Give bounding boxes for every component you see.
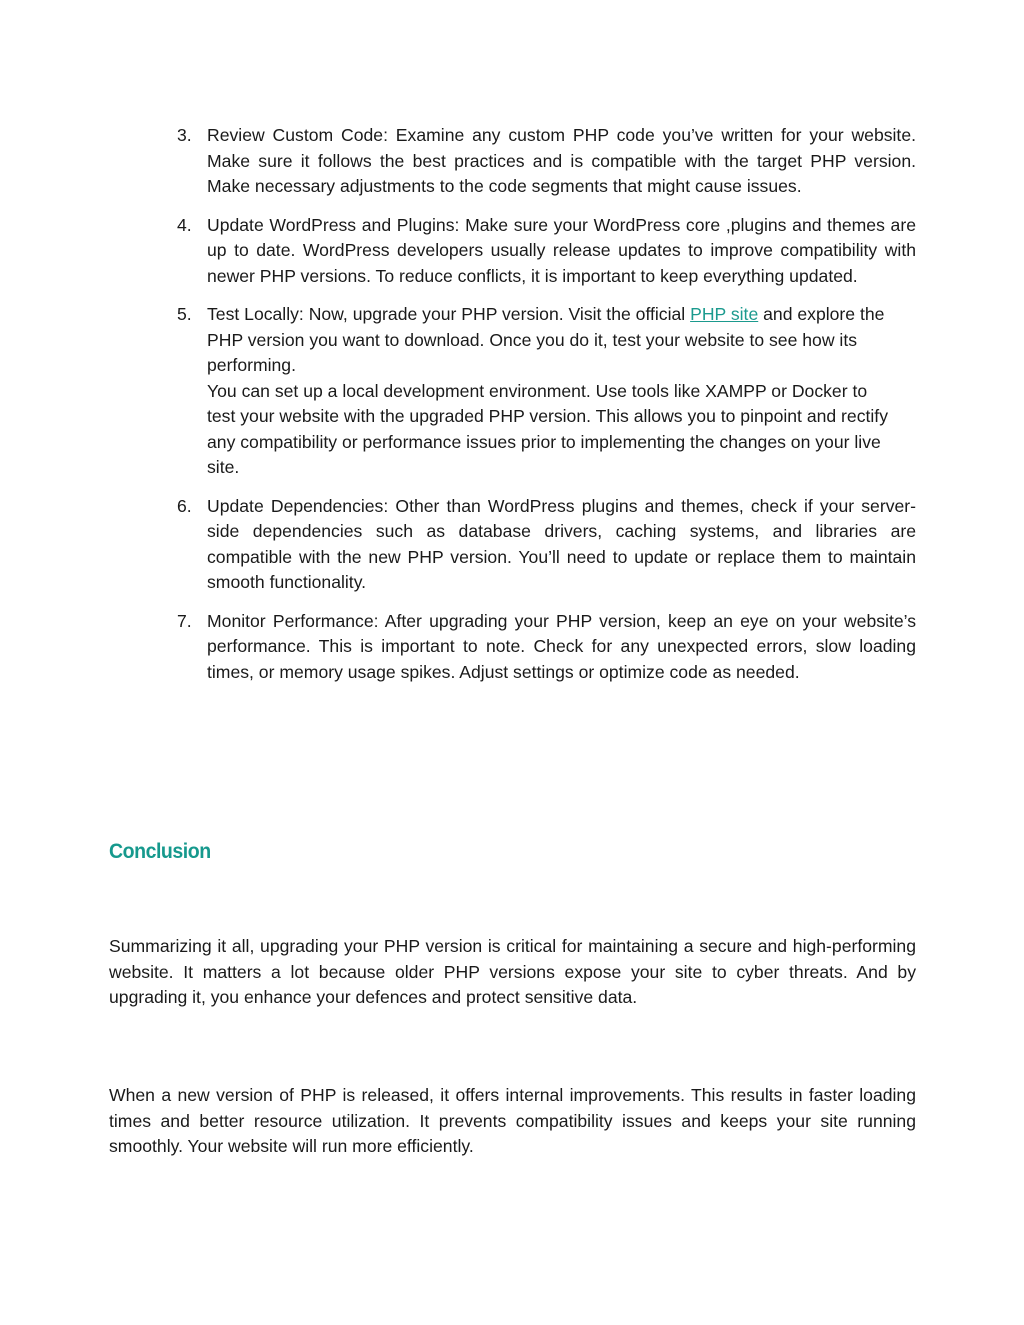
list-item bbox=[171, 302, 916, 481]
list-item-text-segment: Test Locally: Now, upgrade your PHP version. Visit the official bbox=[207, 304, 691, 324]
list-item-text: Update WordPress and Plugins: Make sure your WordPress core ,plugins and themes are up to date. WordPress developers usually release updates to improve compatibility with newer PHP versions. To reduce conflicts, it is important to keep everything updated. bbox=[207, 214, 916, 286]
conclusion-heading: Conclusion bbox=[109, 840, 211, 863]
list-item-text: Review Custom Code: Examine any custom PHP code you’ve written for your website. Make sure it follows the best practices and is compatible with the target PHP version. Make necessary adjustments to the code segments that might cause issues. bbox=[207, 125, 916, 196]
list-number: 7. bbox=[177, 610, 192, 631]
conclusion-paragraph: Summarizing it all, upgrading your PHP version is critical for maintaining a secure and high-performing website. It matters a lot because older PHP versions expose your site to cyber threats. And by upgrading it, you enhance your defences and protect sensitive data. bbox=[109, 936, 916, 1007]
list-item bbox=[171, 123, 916, 200]
list-item bbox=[171, 213, 916, 290]
list-number: 4. bbox=[177, 214, 192, 235]
php-site-link[interactable]: PHP site bbox=[690, 304, 759, 324]
list-item-text-continued: You can set up a local development environment. Use tools like XAMPP or Docker to test your website with the upgraded PHP version. This allows you to pinpoint and rectify any compatibility or performance issues prior to implementing the changes on your live site. bbox=[207, 380, 888, 477]
list-item-text-segment: and explore the PHP version you want to download. Once you do it, test your website to see how its performing. bbox=[207, 304, 885, 375]
list-item bbox=[171, 609, 916, 686]
list-number: 6. bbox=[177, 495, 192, 516]
numbered-list bbox=[171, 123, 916, 698]
list-number: 5. bbox=[177, 304, 192, 324]
list-item-text: Update Dependencies: Other than WordPress plugins and themes, check if your server-side dependencies such as database drivers, caching systems, and libraries are compatible with the new PHP version. You’ll need to update or replace them to maintain smooth functionality. bbox=[207, 495, 916, 592]
conclusion-paragraph: When a new version of PHP is released, it offers internal improvements. This results in faster loading times and better resource utilization. It prevents compatibility issues and keeps your site running smoothly. Your website will run more efficiently. bbox=[109, 1085, 916, 1156]
list-number: 3. bbox=[177, 125, 192, 145]
list-item bbox=[171, 494, 916, 596]
list-item-text: Monitor Performance: After upgrading your PHP version, keep an eye on your website’s performance. This is important to note. Check for any unexpected errors, slow loading times, or memory usage spikes. Adjust settings or optimize code as needed. bbox=[207, 610, 916, 682]
list-item-text bbox=[207, 302, 897, 379]
